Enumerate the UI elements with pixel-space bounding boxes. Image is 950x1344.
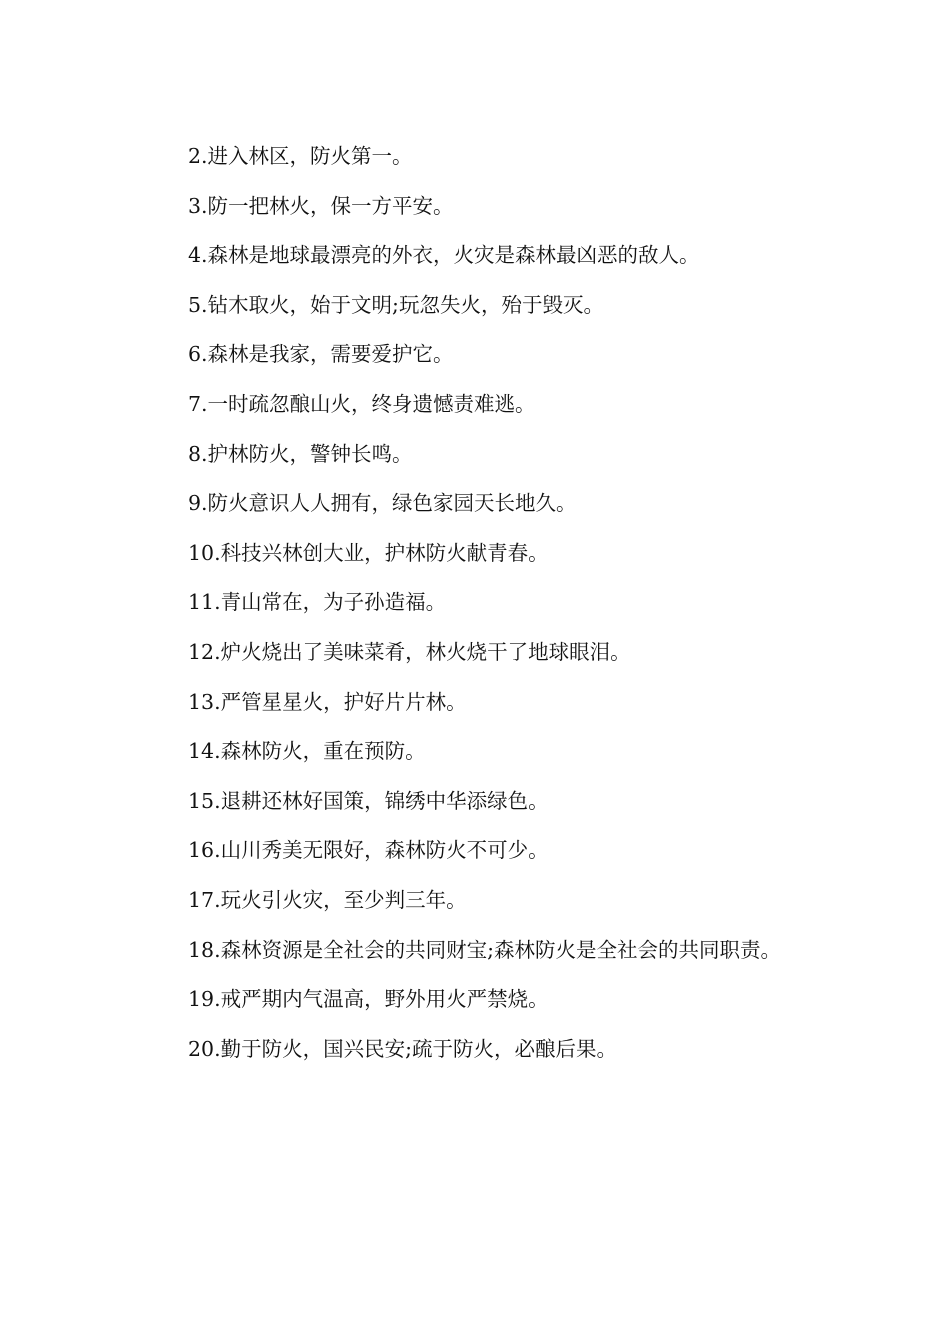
paragraph: 7.一时疏忽酿山火，终身遗憾责难逃。 xyxy=(188,391,536,416)
paragraph: 8.护林防火，警钟长鸣。 xyxy=(188,441,413,466)
paragraph: 2.进入林区，防火第一。 xyxy=(188,144,413,168)
paragraph: 11.青山常在，为子孙造福。 xyxy=(188,590,447,615)
paragraph: 14.森林防火，重在预防。 xyxy=(188,739,426,764)
paragraph: 4.森林是地球最漂亮的外衣，火灾是森林最凶恶的敌人。 xyxy=(188,243,700,268)
paragraph: 6.森林是我家，需要爱护它。 xyxy=(188,342,454,367)
paragraph: 16.山川秀美无限好，森林防火不可少。 xyxy=(188,838,549,863)
paragraph: 3.防一把林火，保一方平安。 xyxy=(188,193,454,218)
paragraph: 17.玩火引火灾，至少判三年。 xyxy=(188,887,467,912)
paragraph: 15.退耕还林好国策，锦绣中华添绿色。 xyxy=(188,788,549,813)
paragraph: 20.勤于防火，国兴民安;疏于防火，必酿后果。 xyxy=(188,1036,618,1061)
paragraph: 18.森林资源是全社会的共同财宝;森林防火是全社会的共同职责。 xyxy=(188,937,782,962)
paragraph: 10.科技兴林创大业，护林防火献青春。 xyxy=(188,540,549,565)
paragraph: 9.防火意识人人拥有，绿色家园天长地久。 xyxy=(188,491,577,516)
document-body xyxy=(143,132,813,1074)
paragraph: 13.严管星星火，护好片片林。 xyxy=(188,689,467,714)
paragraph: 19.戒严期内气温高，野外用火严禁烧。 xyxy=(188,987,549,1012)
paragraph: 5.钻木取火，始于文明;玩忽失火，殆于毁灭。 xyxy=(188,292,604,317)
paragraph: 12.炉火烧出了美味菜肴，林火烧干了地球眼泪。 xyxy=(188,639,631,664)
